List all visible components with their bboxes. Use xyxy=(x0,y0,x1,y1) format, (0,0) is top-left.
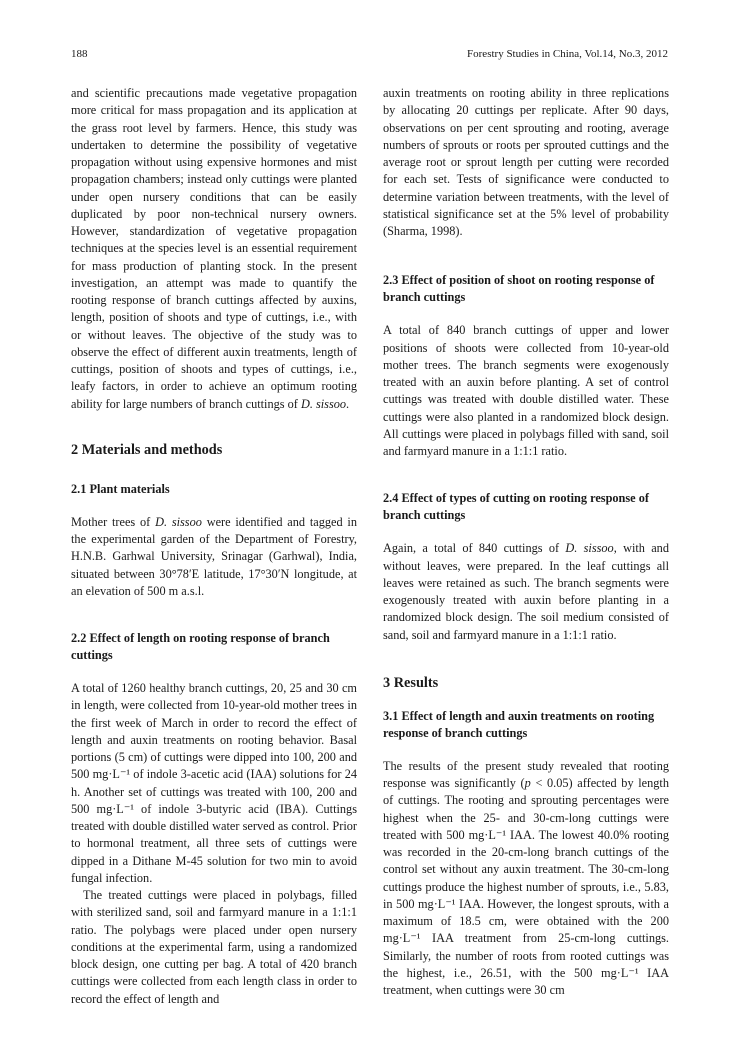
length-paragraph-1: A total of 1260 healthy branch cuttings, 20, 25 and 30 cm in length, were collected from 10-year-old mother trees in the first week of March in order to record the effect of length and auxin treatments on rooting behavior. Basal portions (5 cm) of cuttings were dipped into 100, 200 and 500 mg·L⁻¹ of indole 3-acetic acid (IAA) solutions for 24 h. Another set of cuttings was treated with 100, 200 and 500 mg·L⁻¹ of indole 3-butyric acid (IBA). Cuttings treated with double distilled water served as control. Prior to hormonal treatment, all three sets of cuttings were dipped in a Dithane M-45 solution for two min to avoid fungal infection. xyxy=(71,681,357,885)
left-column xyxy=(71,85,357,1008)
section-3-heading: 3 Results xyxy=(383,674,439,691)
journal-header: Forestry Studies in China, Vol.14, No.3, 2012 xyxy=(467,48,668,60)
right-column xyxy=(383,85,669,999)
results-paragraph: The results of the present study revealed that rooting response was significantly (p < 0.05) affected by length of cuttings. The rooting and sprouting percentages were highest when the 25- and 30-cm-long cuttings were treated with 500 mg·L⁻¹ IAA. The lowest 40.0% rooting was recorded in the 20-cm-long branch cuttings of the control set without any auxin treatment. The 30-cm-long cuttings produce the highest number of sprouts, i.e., 5.83, in 500 mg·L⁻¹ IAA. However, the longest sprouts, with a maximum of 18.5 cm, were obtained with the 200 mg·L⁻¹ IAA treatment from 25-cm-long cuttings. Similarly, the number of roots from rooted cuttings was the highest, i.e., 26.51, with the 500 mg·L⁻¹ IAA treatment, when cuttings were 30 cm xyxy=(383,758,669,997)
section-2-heading: 2 Materials and methods xyxy=(71,441,223,458)
subsection-2-1-heading: 2.1 Plant materials xyxy=(71,481,170,496)
position-paragraph: A total of 840 branch cuttings of upper and lower positions of shoots were collected from 10-year-old mother trees. The branch segments were exogenously treated with an auxin before planting. A set of control cuttings was treated with double distilled water. These cuttings were also planted in a randomized block design. All cuttings were placed in polybags filled with sand, soil and farmyard manure in a 1:1:1 ratio. xyxy=(383,323,669,458)
subsection-3-1-heading: 3.1 Effect of length and auxin treatments on rooting response of branch cuttings xyxy=(383,708,655,740)
subsection-2-3-heading: 2.3 Effect of position of shoot on rooting response of branch cuttings xyxy=(383,273,655,305)
length-paragraph-2: The treated cuttings were placed in polybags, filled with sterilized sand, soil and farmyard manure in a 1:1:1 ratio. The polybags were placed under open nursery conditions at the experimental farm, using a randomized block design, one cutting per bag. A total of 420 branch cuttings were collected from each length class in order to record the effect of length and xyxy=(71,888,357,1006)
subsection-2-4-heading: 2.4 Effect of types of cutting on rooting response of branch cuttings xyxy=(383,491,649,523)
page-number: 188 xyxy=(71,48,88,60)
subsection-2-2-heading: 2.2 Effect of length on rooting response of branch cuttings xyxy=(71,631,330,662)
types-paragraph: Again, a total of 840 cuttings of D. sissoo, with and without leaves, were prepared. In the leaf cuttings all leaves were retained as such. The branch segments were exogenously treated with auxin before planting in a randomized block design. The soil medium consisted of sand, soil and farmyard manure in a 1:1:1 ratio. xyxy=(383,541,669,642)
continued-paragraph: auxin treatments on rooting ability in three replications by allocating 20 cuttings per replicate. After 90 days, observations on per cent sprouting and rooting, average numbers of sprouts or roots per sprouted cuttings and the average root or sprout length per cutting were recorded for each set. Tests of significance were conducted to determine variation between treatments, with the level of statistical significance set at the 5% level of probability (Sharma, 1998). xyxy=(383,86,669,238)
plant-materials-paragraph: Mother trees of D. sissoo were identified and tagged in the experimental garden of the Department of Forestry, H.N.B. Garhwal University, Srinagar (Garhwal), India, situated between 30°78′E latitude, 17°30′N longitude, at an elevation of 500 m a.s.l. xyxy=(71,514,357,598)
intro-paragraph: and scientific precautions made vegetative propagation more critical for mass propagation and its application at the grass root level by farmers. Hence, this study was undertaken to determine the possibility of vegetative propagation without using expensive hormones and mist propagation chambers; instead only cuttings were planted under open nursery conditions that can be easily duplicated by poor non-technical nursery owners. However, standardization of vegetative propagation techniques at the species level is an essential requirement for mass production of planting stock. In the present investigation, an attempt was made to quantify the rooting response of branch cuttings affected by auxins, length, position of shoots and type of cuttings, i.e., with or without leaves. The objective of the study was to observe the effect of different auxin treatments, length of cuttings, position of shoots and types of cuttings, i.e., leafy factors, in order to achieve an optimum rooting ability for large numbers of branch cuttings of D. sissoo. xyxy=(71,86,357,411)
